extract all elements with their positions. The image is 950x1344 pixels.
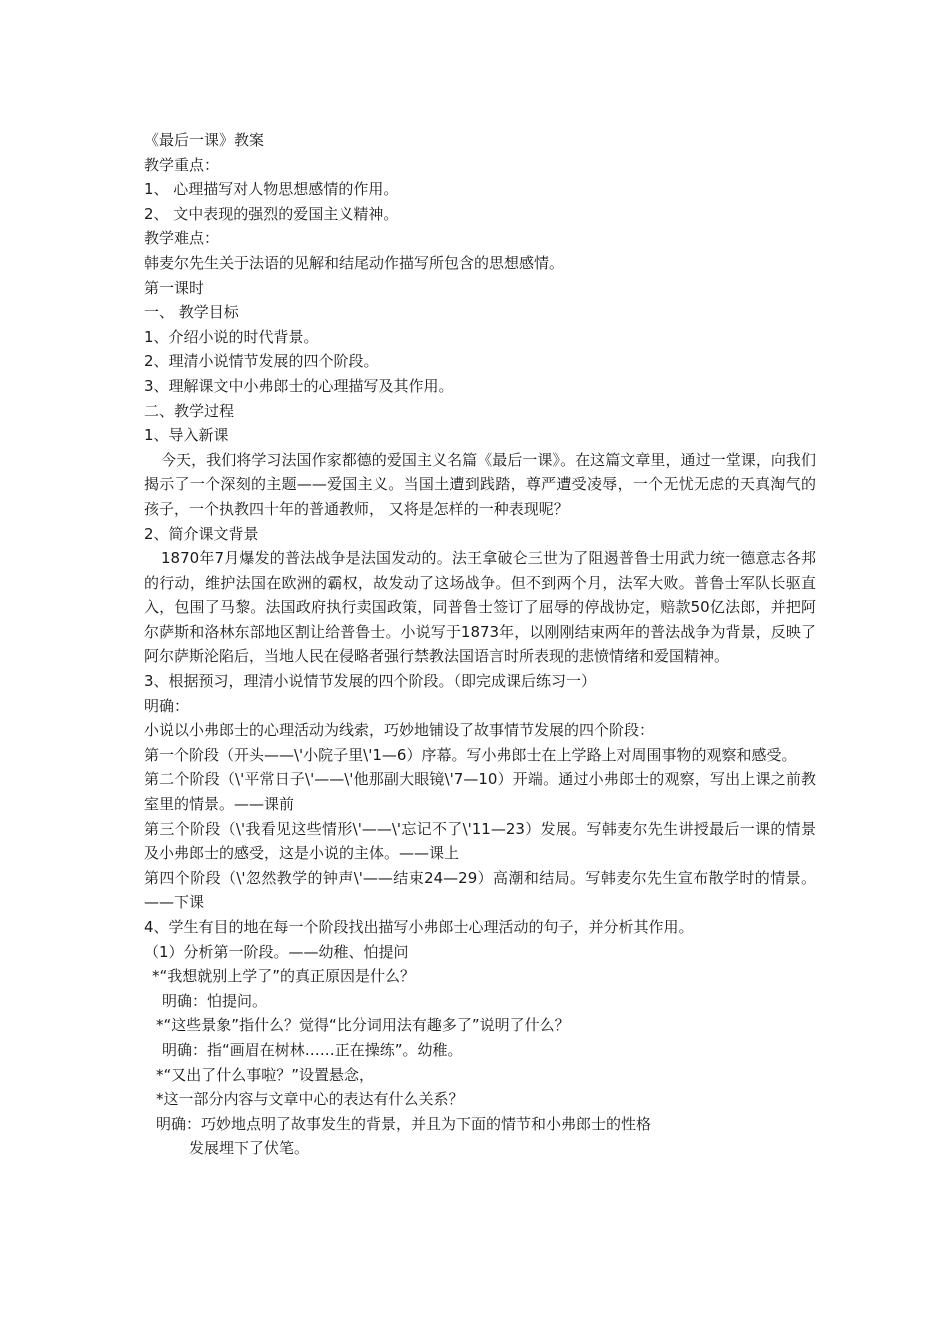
clarify-label: 明确： bbox=[144, 696, 190, 715]
question-3: *“又出了什么事啦？”设置悬念， bbox=[156, 1065, 375, 1084]
goal-3: 3、理解课文中小弗郎士的心理描写及其作用。 bbox=[144, 376, 454, 395]
doc-title: 《最后一课》教案 bbox=[144, 131, 265, 149]
question-4: *这一部分内容与文章中心的表达有什么关系？ bbox=[156, 1090, 464, 1109]
goal-1: 1、介绍小说的时代背景。 bbox=[144, 327, 319, 346]
lesson-heading: 第一课时 bbox=[144, 278, 205, 297]
background-paragraph: 1870年7月爆发的普法战争是法国发动的。法王拿破仑三世为了阻遏普鲁士用武力统一德意志各邦的行动，维护法国在欧洲的霸权，故发动了这场战争。但不到两个月，法军大败。普鲁士军队长驱直入，包围了马黎。法国政府执行卖国政策，同普鲁士签订了屈辱的停战协定，赔款50亿法郎，并把阿尔萨斯和洛林东部地区割让给普鲁士。小说写于1873年，以刚刚结束两年的普法战争为背景，反映了阿尔萨斯沦陷后，当地人民在侵略者强行禁教法国语言时所表现的悲愤情绪和爱国精神。 bbox=[144, 549, 816, 666]
difficulty-text: 韩麦尔先生关于法语的见解和结尾动作描写所包含的思想感情。 bbox=[144, 253, 565, 272]
answer-1: 明确：怕提问。 bbox=[162, 991, 268, 1010]
process-heading: 二、教学过程 bbox=[144, 401, 235, 420]
key-point-1: 1、 心理描写对人物思想感情的作用。 bbox=[144, 180, 399, 199]
step-4-heading: 4、学生有目的地在每一个阶段找出描写小弗郎士心理活动的句子，并分析其作用。 bbox=[144, 918, 694, 936]
answer-4-line-2: 发展埋下了伏笔。 bbox=[189, 1139, 310, 1158]
key-points-heading: 教学重点： bbox=[144, 155, 220, 174]
difficulty-heading: 教学难点： bbox=[144, 229, 220, 248]
answer-2: 明确：指“画眉在树林……正在操练”。幼稚。 bbox=[162, 1040, 463, 1059]
question-1: *“我想就别上学了”的真正原因是什么？ bbox=[152, 967, 416, 986]
stage-1: 第一个阶段（开头——\'小院子里\'1—6）序幕。写小弗郎士在上学路上对周围事物的观察和感受。 bbox=[144, 745, 797, 764]
goal-2: 2、理清小说情节发展的四个阶段。 bbox=[144, 352, 379, 371]
answer-4-line-1: 明确：巧妙地点明了故事发生的背景，并且为下面的情节和小弗郎士的性格 bbox=[156, 1114, 652, 1133]
intro-paragraph: 今天，我们将学习法国作家都德的爱国主义名篇《最后一课》。在这篇文章里，通过一堂课，向我们揭示了一个深刻的主题——爱国主义。当国土遭到践踏，尊严遭受凌辱，一个无忧无虑的天真淘气的孩子，一个执教四十年的普通教师， 又将是怎样的一种表现呢？ bbox=[144, 450, 816, 518]
document-body bbox=[144, 128, 816, 1161]
goals-heading: 一、 教学目标 bbox=[144, 303, 239, 322]
stage-2: 第二个阶段（\'平常日子\'——\'他那副大眼镜\'7—10）开端。通过小弗郎士的观察，写出上课之前教室里的情景。——课前 bbox=[144, 770, 816, 814]
question-2: *“这些景象”指什么？觉得“比分词用法有趣多了”说明了什么？ bbox=[156, 1016, 570, 1035]
step-2-heading: 2、简介课文背景 bbox=[144, 524, 259, 543]
key-point-2: 2、 文中表现的强烈的爱国主义精神。 bbox=[144, 204, 399, 223]
step-1-heading: 1、导入新课 bbox=[144, 426, 229, 445]
clarify-text: 小说以小弗郎士的心理活动为线索，巧妙地铺设了故事情节发展的四个阶段： bbox=[144, 721, 655, 740]
stage-3: 第三个阶段（\'我看见这些情形\'——\'忘记不了\'11—23）发展。写韩麦尔先生讲授最后一课的情景及小弗郎士的感受，这是小说的主体。——课上 bbox=[144, 819, 816, 863]
analysis-1: （1）分析第一阶段。——幼稚、怕提问 bbox=[144, 942, 409, 961]
step-3-heading: 3、根据预习，理清小说情节发展的四个阶段。（即完成课后练习一） bbox=[144, 672, 597, 691]
stage-4: 第四个阶段（\'忽然教学的钟声\'——结束24—29）高潮和结局。写韩麦尔先生宣布散学时的情景。——下课 bbox=[144, 868, 816, 912]
